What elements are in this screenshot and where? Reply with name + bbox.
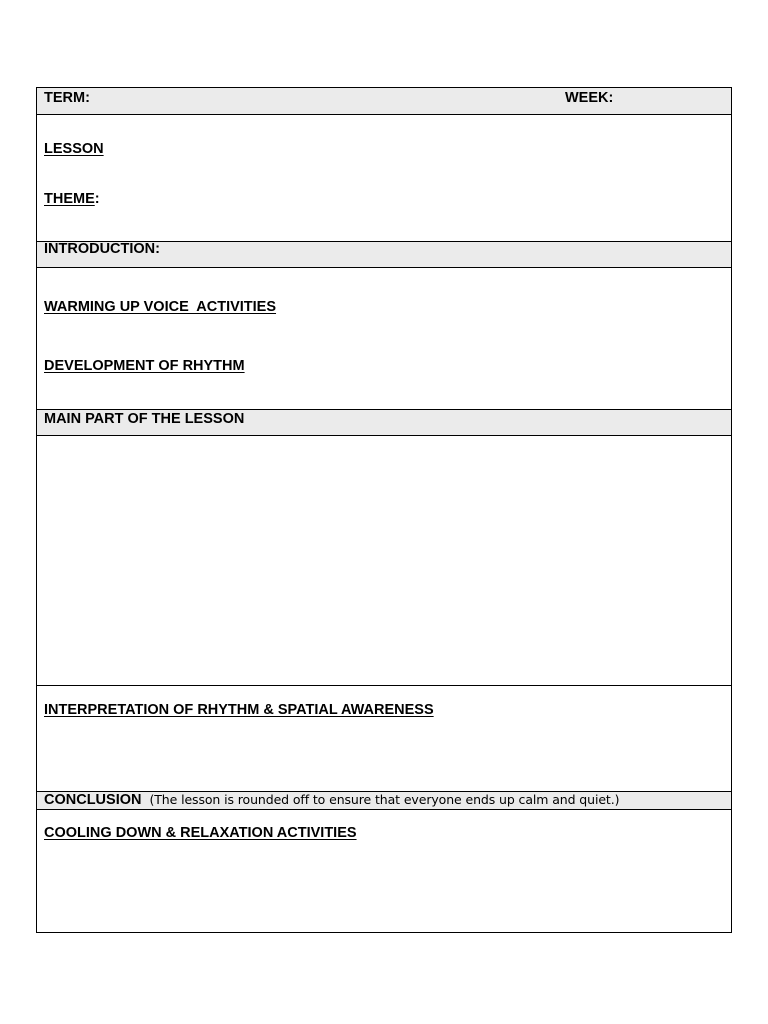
term-label: TERM: <box>44 90 90 106</box>
rhythm-development-label: DEVELOPMENT OF RHYTHM <box>44 358 245 374</box>
interpretation-label: INTERPRETATION OF RHYTHM & SPATIAL AWARENESS <box>44 702 434 718</box>
lesson-theme-section <box>37 115 731 241</box>
conclusion-row <box>37 792 731 809</box>
lesson-label: LESSON <box>44 141 104 157</box>
conclusion-note: (The lesson is rounded off to ensure that everyone ends up calm and quiet.) <box>149 792 620 807</box>
conclusion-heading: CONCLUSION <box>44 792 142 808</box>
term-week-row <box>37 88 731 114</box>
main-part-row <box>37 410 731 435</box>
introduction-row <box>37 242 731 267</box>
introduction-body <box>37 268 731 409</box>
week-label: WEEK: <box>565 90 614 106</box>
introduction-heading: INTRODUCTION: <box>44 241 160 257</box>
main-part-heading: MAIN PART OF THE LESSON <box>44 411 245 427</box>
theme-label: THEME <box>44 191 95 207</box>
main-part-body <box>37 436 731 685</box>
conclusion-heading-wrapper <box>44 793 619 808</box>
interpretation-section <box>37 686 731 791</box>
cooling-down-label: COOLING DOWN & RELAXATION ACTIVITIES <box>44 825 357 841</box>
warming-up-label: WARMING UP VOICE ACTIVITIES <box>44 299 277 315</box>
theme-colon: : <box>94 191 100 207</box>
conclusion-body <box>37 810 731 932</box>
lesson-plan-form <box>36 87 732 933</box>
theme-label-wrapper <box>44 192 100 207</box>
